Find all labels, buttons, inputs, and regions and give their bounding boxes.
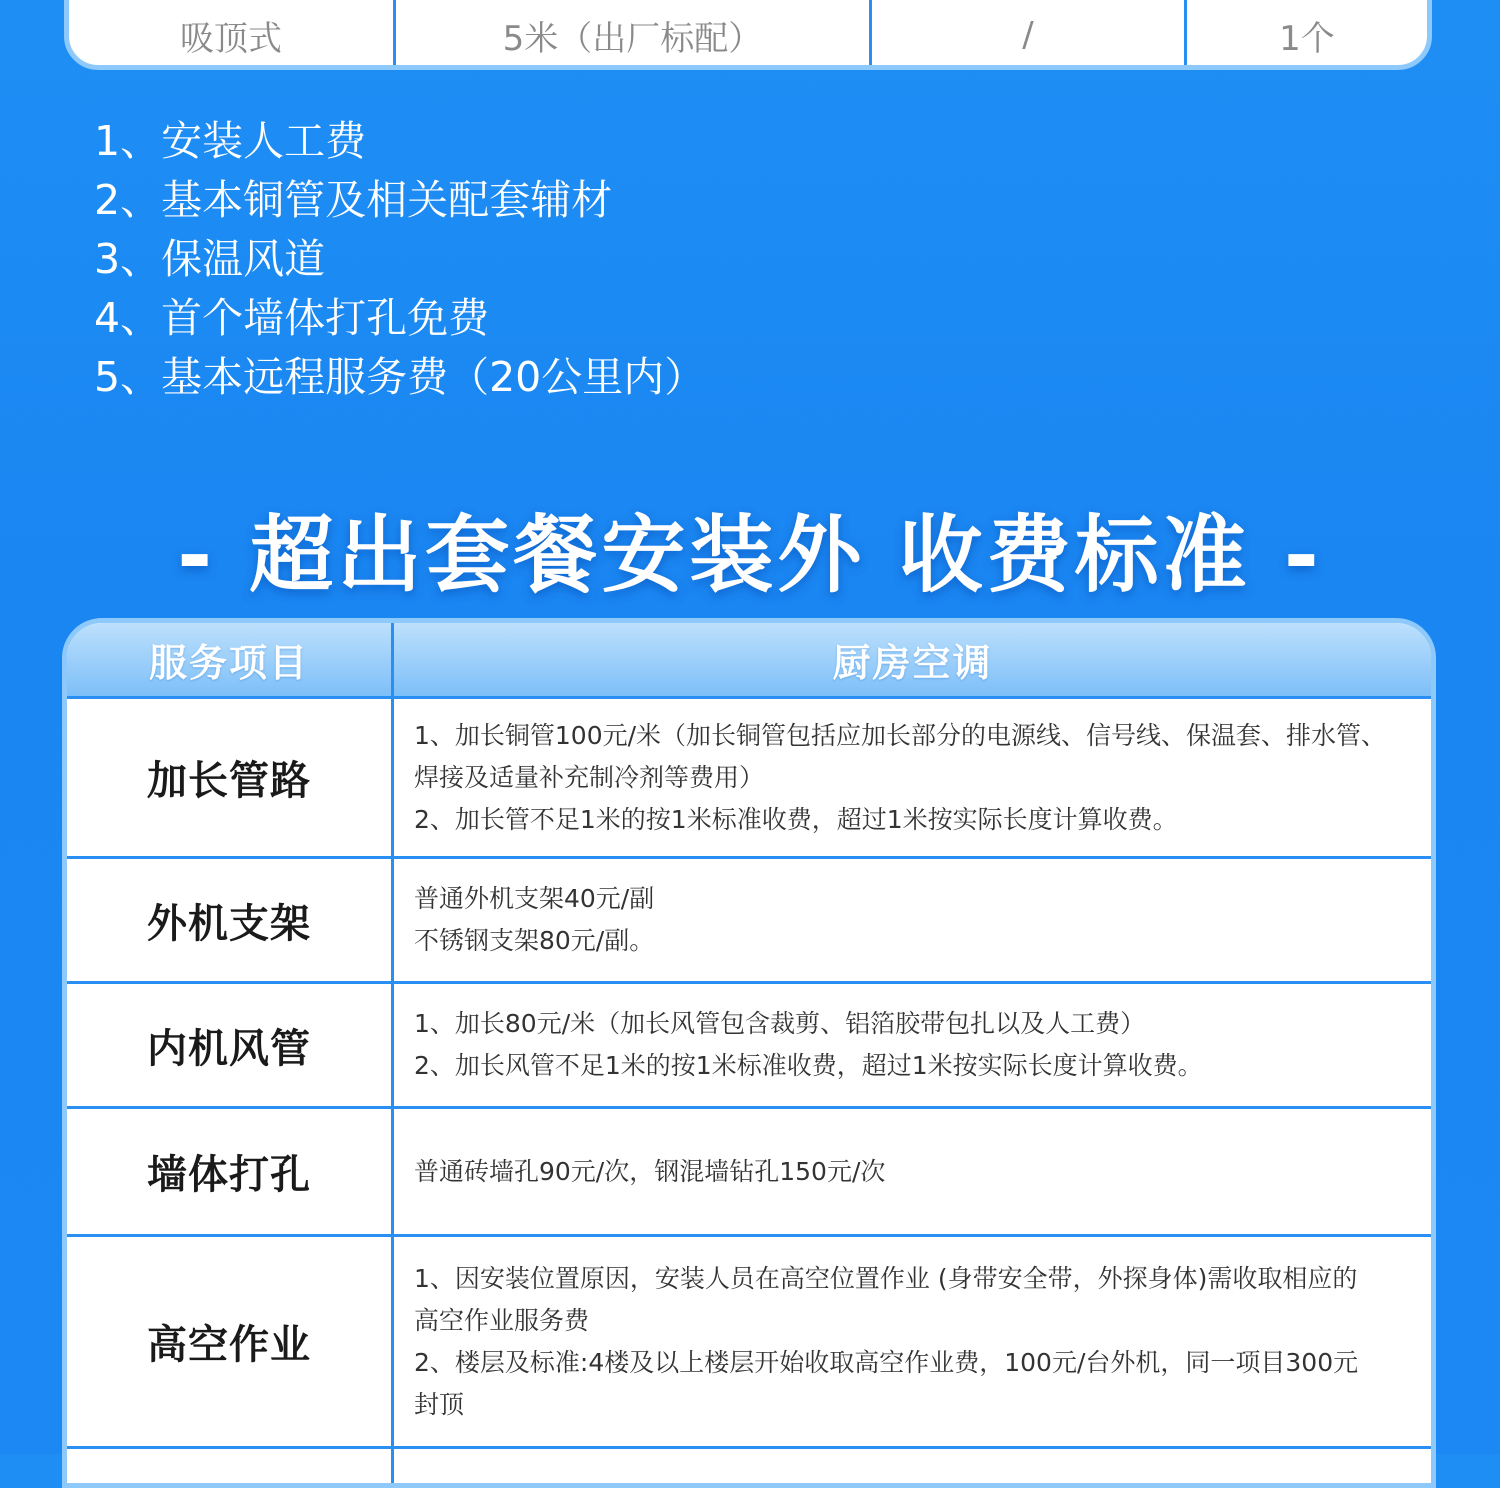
description-line: 1、因安装位置原因，安装人员在高空位置作业 (身带安全带，外探身体)需收取相应的 [414, 1263, 1358, 1293]
table-row-partial [67, 1449, 1431, 1488]
package-length-cell: 5米（出厂标配） [396, 0, 872, 65]
package-table-last-row [64, 0, 1432, 70]
table-row [67, 859, 1431, 984]
table-row [67, 1109, 1431, 1237]
included-item: 5、基本远程服务费（20公里内） [94, 353, 706, 401]
row-item-label-empty [67, 1449, 394, 1488]
description-line: 普通砖墙孔90元/次，钢混墙钻孔150元/次 [414, 1156, 886, 1186]
included-item: 2、基本铜管及相关配套辅材 [94, 176, 613, 224]
header-category: 厨房空调 [832, 641, 993, 685]
table-row [67, 699, 1431, 859]
included-services-list [94, 112, 705, 407]
fee-table-header [67, 623, 1431, 699]
row-description [394, 984, 1431, 1106]
row-description [394, 1237, 1431, 1446]
section-title: - 超出套餐安装外 收费标准 - [177, 506, 1323, 604]
description-line: 不锈钢支架80元/副。 [414, 926, 655, 955]
description-line: 2、加长管不足1米的按1米标准收费，超过1米按实际长度计算收费。 [414, 804, 1178, 834]
description-line: 1、加长80元/米（加长风管包含裁剪、铝箔胶带包扎以及人工费） [414, 1009, 1146, 1038]
row-description-empty [394, 1449, 1431, 1488]
row-description [394, 859, 1431, 981]
included-item: 1、安装人工费 [94, 117, 367, 165]
description-line: 2、楼层及标准:4楼及以上楼层开始收取高空作业费，100元/台外机，同一项目300元 [414, 1347, 1359, 1377]
row-item-label: 墙体打孔 [67, 1109, 394, 1234]
extra-fee-table [62, 618, 1436, 1488]
package-quantity-cell: 1个 [1279, 18, 1335, 59]
description-line: 封顶 [414, 1389, 465, 1419]
included-item: 3、保温风道 [94, 235, 326, 283]
description-line: 1、加长铜管100元/米（加长铜管包括应加长部分的电源线、信号线、保温套、排水管、 [414, 720, 1387, 750]
row-description [394, 1109, 1431, 1234]
row-description [394, 699, 1431, 856]
description-line: 普通外机支架40元/副 [414, 884, 655, 913]
description-line: 2、加长风管不足1米的按1米标准收费，超过1米按实际长度计算收费。 [414, 1051, 1203, 1080]
row-item-label: 外机支架 [67, 859, 394, 981]
header-service-item: 服务项目 [67, 623, 394, 696]
description-line: 焊接及适量补充制冷剂等费用） [414, 762, 765, 792]
package-type-cell: 吸顶式 [69, 0, 396, 65]
row-item-label: 高空作业 [67, 1237, 394, 1446]
table-row [67, 984, 1431, 1109]
row-item-label: 内机风管 [67, 984, 394, 1106]
included-item: 4、首个墙体打孔免费 [94, 294, 490, 342]
package-extra-cell: / [872, 0, 1187, 65]
table-row [67, 1237, 1431, 1449]
row-item-label: 加长管路 [67, 699, 394, 856]
description-line: 高空作业服务费 [414, 1305, 590, 1335]
